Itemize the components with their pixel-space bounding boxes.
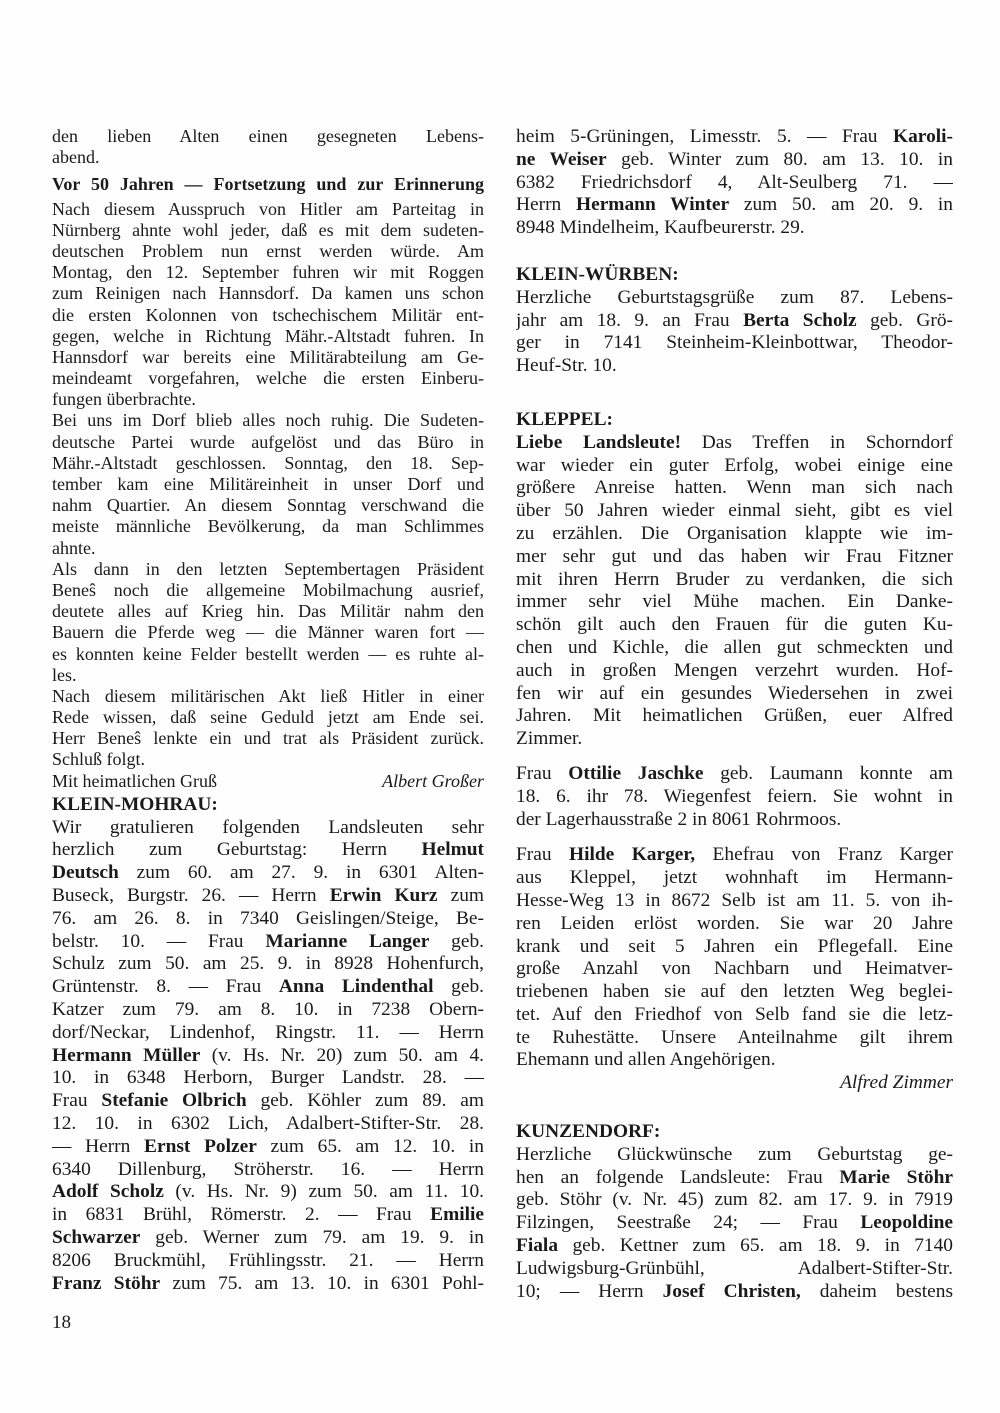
text-segment: Als dann in den letzten Septembertagen Präsident — [52, 558, 484, 579]
bold-text: Marie Stöhr — [839, 1166, 953, 1188]
text-line — [516, 728, 953, 751]
text-segment: geb. Köhler zum 89. am — [246, 1090, 484, 1112]
text-line — [52, 147, 484, 168]
text-line — [52, 559, 484, 580]
heading-block — [52, 794, 484, 817]
text-segment: in 6831 Brühl, Römerstr. 2. — Frau — [52, 1204, 431, 1226]
text-segment: meiste männliche Bevölkerung, da man Schlimmes — [52, 516, 484, 537]
text-line — [52, 368, 484, 389]
bold-text: KLEPPEL: — [516, 408, 613, 430]
text-line — [516, 1027, 953, 1050]
text-line — [516, 683, 953, 706]
text-segment: deutschen Problem nun ernst werden würde. Am — [52, 240, 484, 261]
text-segment: Montag, den 12. September fuhren wir mit Roggen — [52, 262, 484, 283]
text-segment: Frau — [516, 762, 569, 784]
text-segment: Schulz zum 50. am 25. 9. in 8928 Hohenfurch, — [52, 953, 484, 975]
author-name: Albert Großer — [382, 770, 484, 791]
text-segment: zum 65. am 12. 10. in — [256, 1135, 484, 1157]
text-segment: Nach diesem Ausspruch von Hitler am Parteitag in — [52, 198, 484, 219]
section-heading — [516, 264, 953, 287]
text-segment: Ehefrau von Franz Karger — [695, 844, 953, 866]
text-segment: aus Kleppel, jetzt wohnhaft im Hermann- — [516, 867, 953, 889]
text-segment: geb. Kettner zum 65. am 18. 9. in 7140 — [558, 1235, 953, 1257]
text-segment: Herr Beneŝ lenkte ein und trat als Präsident zurück. — [52, 728, 484, 749]
text-line — [52, 516, 484, 537]
text-line — [516, 786, 953, 809]
section-heading — [516, 409, 953, 432]
bold-text: Helmut — [421, 839, 484, 861]
text-line — [52, 174, 484, 195]
bold-text: Berta Scholz — [743, 309, 857, 331]
text-line — [52, 1067, 484, 1090]
text-line — [516, 809, 953, 832]
text-line — [52, 707, 484, 728]
text-line — [516, 936, 953, 959]
text-line — [52, 1227, 484, 1250]
bold-text: KUNZENDORF: — [516, 1121, 661, 1143]
text-segment: Filzingen, Seestraße 24; — Frau — [516, 1212, 861, 1234]
text-segment: Nach diesem militärischen Akt ließ Hitler in einer — [52, 685, 484, 706]
text-segment: jahr am 18. 9. an Frau — [516, 309, 744, 331]
text-line — [52, 1204, 484, 1227]
text-line — [516, 763, 953, 786]
signature-line — [516, 1072, 953, 1095]
text-segment: dorf/Neckar, Lindenhof, Ringstr. 11. — Herrn — [52, 1021, 484, 1043]
text-line — [516, 172, 953, 195]
text-line — [52, 817, 484, 840]
bold-text: Marianne Langer — [265, 930, 430, 952]
bold-text: Leopoldine — [860, 1212, 953, 1234]
bold-text: ne Weiser — [516, 148, 607, 170]
text-segment: schön gilt auch den Frauen für die guten Ku- — [516, 614, 953, 636]
text-block — [52, 686, 484, 771]
section-heading — [52, 794, 484, 817]
text-segment: herzlich zum Geburtstag: Herrn — [52, 839, 422, 861]
text-line — [516, 890, 953, 913]
signature-block — [52, 771, 484, 792]
text-block — [52, 559, 484, 686]
text-segment: über 50 Jahren wieder einmal sieht, gibt es viel — [516, 500, 953, 522]
text-line — [52, 622, 484, 643]
text-segment: der Lagerhausstraße 2 in 8061 Rohrmoos. — [516, 808, 842, 830]
text-line — [52, 410, 484, 431]
text-line — [52, 862, 484, 885]
bold-text: Deutsch — [52, 862, 119, 884]
text-line — [52, 665, 484, 686]
bold-text: Fiala — [516, 1235, 559, 1257]
text-line — [52, 1136, 484, 1159]
bold-text: Adolf Scholz — [52, 1181, 164, 1203]
text-line — [516, 287, 953, 310]
text-segment: große Anzahl von Nachbarn und Heimatver- — [516, 958, 953, 980]
bold-text: Ottilie Jaschke — [568, 762, 704, 784]
text-block — [516, 763, 953, 831]
text-segment: auch in großen Mengen verzehrt wurden. Hof- — [516, 659, 953, 681]
text-segment: Frau — [516, 844, 570, 866]
bold-text: Josef Christen, — [662, 1280, 801, 1302]
text-segment: 8948 Mindelheim, Kaufbeurerstr. 29. — [516, 217, 805, 239]
bold-text: Hermann Winter — [576, 194, 730, 216]
text-line — [52, 283, 484, 304]
text-segment: Hannsdorf war bereits eine Militärabteilung am Ge- — [52, 346, 484, 367]
text-segment: te Ruhestätte. Unsere Anteilnahme gilt ihrem — [516, 1026, 953, 1048]
text-line — [52, 644, 484, 665]
bold-text: KLEIN-WÜRBEN: — [516, 263, 679, 285]
bold-text: Franz Stöhr — [52, 1272, 161, 1294]
text-segment: Das Treffen in Schorndorf — [681, 431, 953, 453]
text-segment: deutete alles auf Krieg hin. Das Militär nahm den — [52, 601, 484, 622]
text-line — [52, 1113, 484, 1136]
text-line — [516, 546, 953, 569]
signature-text: Mit heimatlichen Gruß — [52, 770, 217, 791]
text-line — [52, 1250, 484, 1273]
text-segment: Zimmer. — [516, 728, 583, 750]
text-line — [52, 495, 484, 516]
text-line — [516, 1189, 953, 1212]
bold-text: Vor 50 Jahren — Fortsetzung und zur Erinnerung — [52, 174, 484, 195]
text-segment: war wieder ein guter Erfolg, wobei einige eine — [516, 454, 953, 476]
text-line — [516, 500, 953, 523]
text-segment: ren Leiden erlöst worden. Sie war 20 Jahre — [516, 912, 953, 934]
text-block — [516, 432, 953, 751]
section-heading — [516, 1121, 953, 1144]
text-block — [52, 126, 484, 168]
text-line — [516, 217, 953, 240]
text-line — [52, 686, 484, 707]
text-segment: geb. Winter zum 80. am 13. 10. in — [606, 148, 953, 170]
text-line — [52, 538, 484, 559]
text-line — [52, 976, 484, 999]
heading-block — [516, 1121, 953, 1144]
text-segment: Hesse-Weg 13 in 8672 Selb ist am 11. 5. von ih- — [516, 889, 953, 911]
text-line — [52, 241, 484, 262]
bold-text: Liebe Landsleute! — [516, 431, 682, 453]
heading-block — [516, 264, 953, 287]
text-segment: 8206 Bruckmühl, Frühlingsstr. 21. — Herrn — [52, 1249, 484, 1271]
text-segment: zum 60. am 27. 9. in 6301 Alten- — [118, 862, 484, 884]
text-segment: Rede wissen, daß seine Geduld jetzt am Ende sei. — [52, 707, 484, 728]
page-number: 18 — [52, 1312, 71, 1333]
text-segment: geb. Grö- — [856, 309, 953, 331]
signature-block — [516, 1072, 953, 1095]
bold-text: Anna Lindenthal — [278, 976, 434, 998]
text-segment: heim 5-Grüningen, Limesstr. 5. — Frau — [516, 126, 894, 147]
text-segment: fen wir auf ein gesundes Wiedersehen in zwei — [516, 682, 953, 704]
text-line — [52, 1090, 484, 1113]
text-segment: meindeamt vorgefahren, welche die ersten Einberu- — [52, 368, 484, 389]
text-line — [516, 1049, 953, 1072]
text-segment: 12. 10. in 6302 Lich, Adalbert-Stifter-Str. 28. — [52, 1112, 484, 1134]
text-segment: 6340 Dillenburg, Ströherstr. 16. — Herrn — [52, 1158, 484, 1180]
text-segment: 6382 Friedrichsdorf 4, Alt-Seulberg 71. — — [516, 171, 953, 193]
text-line — [52, 347, 484, 368]
text-block — [516, 126, 953, 240]
text-segment: zum — [437, 885, 484, 906]
text-line — [52, 389, 484, 410]
text-line — [516, 1167, 953, 1190]
text-line — [52, 126, 484, 147]
text-line — [52, 199, 484, 220]
bold-text: Erwin Kurz — [329, 885, 438, 906]
text-segment: 18. 6. ihr 78. Wiegenfest feiern. Sie wohnt in — [516, 785, 953, 807]
text-segment: geb. Stöhr (v. Nr. 45) zum 82. am 17. 9. in 7919 — [516, 1189, 953, 1211]
text-line — [52, 474, 484, 495]
text-segment: Grüntenstr. 8. — Frau — [52, 976, 279, 998]
text-segment: immer sehr viel Mühe machen. Ein Danke- — [516, 591, 953, 613]
text-line — [516, 844, 953, 867]
text-line — [52, 1022, 484, 1045]
text-line — [516, 1144, 953, 1167]
text-segment: Herzliche Glückwünsche zum Geburtstag ge- — [516, 1143, 953, 1165]
text-segment: (v. Hs. Nr. 9) zum 50. am 11. 10. — [163, 1181, 484, 1203]
text-line — [516, 1004, 953, 1027]
text-segment: Bauern die Pferde weg — die Männer waren fort — — [52, 622, 484, 643]
text-line — [516, 355, 953, 378]
text-segment: geb. — [429, 930, 484, 952]
heading-block — [516, 409, 953, 432]
text-line — [516, 1258, 953, 1281]
text-line — [52, 1159, 484, 1182]
text-segment: zum 50. am 20. 9. in — [729, 194, 953, 216]
text-segment: Wir gratulieren folgenden Landsleuten sehr — [52, 816, 484, 838]
column-right — [516, 126, 953, 1303]
text-segment: Ehemann und allen Angehörigen. — [516, 1049, 776, 1071]
text-segment: Jahren. Mit heimatlichen Grüßen, euer Alfred — [516, 705, 953, 727]
text-line — [516, 432, 953, 455]
text-segment: — Herrn — [52, 1135, 145, 1157]
text-line — [52, 931, 484, 954]
text-segment: (v. Hs. Nr. 20) zum 50. am 4. — [200, 1044, 484, 1066]
text-segment: zu erzählen. Die Organisation klappte wie im- — [516, 522, 953, 544]
text-line — [52, 580, 484, 601]
text-block — [52, 817, 484, 1296]
text-line — [52, 908, 484, 931]
bold-text: Hermann Müller — [52, 1044, 201, 1066]
text-segment: deutsche Partei wurde aufgelöst und das Büro in — [52, 431, 484, 452]
text-segment: tember kam eine Militäreinheit in unser Dorf und — [52, 474, 484, 494]
text-segment: den lieben Alten einen gesegneten Lebens- — [52, 126, 484, 146]
text-segment: geb. Laumann konnte am — [703, 762, 953, 784]
bold-text: Emilie — [430, 1204, 484, 1226]
text-line — [52, 453, 484, 474]
text-line — [52, 1181, 484, 1204]
text-line — [52, 326, 484, 347]
bold-text: Schwarzer — [52, 1226, 141, 1248]
text-segment: Buseck, Burgstr. 26. — Herrn — [52, 885, 330, 906]
text-block — [52, 174, 484, 195]
bold-text: Stefanie Olbrich — [101, 1090, 247, 1112]
text-line — [516, 1235, 953, 1258]
text-segment: ger in 7141 Steinheim-Kleinbottwar, Theodor- — [516, 332, 953, 354]
text-line — [516, 958, 953, 981]
text-segment: tet. Auf den Friedhof von Selb fand sie die letz- — [516, 1003, 953, 1025]
text-segment: 76. am 26. 8. in 7340 Geislingen/Steige, Be- — [52, 907, 484, 929]
text-line — [516, 523, 953, 546]
text-line — [516, 614, 953, 637]
text-segment: es konnten keine Felder bestellt werden — es ruhte al- — [52, 643, 484, 664]
text-segment: 10. in 6348 Herborn, Burger Landstr. 28. — — [52, 1067, 484, 1089]
text-block — [52, 199, 484, 411]
text-line — [52, 262, 484, 283]
text-segment: die ersten Kolonnen von tschechischem Militär ent- — [52, 304, 484, 325]
text-segment: nahm Quartier. An diesem Sonntag verschwand die — [52, 495, 484, 516]
text-line — [52, 220, 484, 241]
text-segment: hen an folgende Landsleute: Frau — [516, 1166, 840, 1188]
text-segment: 10; — Herrn — [516, 1280, 663, 1302]
text-segment: Ludwigsburg-Grünbühl, Adalbert-Stifter-Str. — [516, 1257, 953, 1279]
text-line — [516, 637, 953, 660]
text-line — [516, 867, 953, 890]
text-line — [516, 126, 953, 149]
text-segment: geb. Werner zum 79. am 19. 9. in — [140, 1226, 484, 1248]
text-segment: Mähr.-Altstadt geschlossen. Sonntag, den 18. Sep- — [52, 452, 484, 473]
text-line — [52, 885, 484, 908]
text-line — [516, 149, 953, 172]
text-segment: Katzer zum 79. am 8. 10. in 7238 Obern- — [52, 998, 484, 1020]
text-segment: krank und seit 5 Jahren ein Pflegefall. Eine — [516, 935, 953, 957]
text-segment: größere Anreise hatten. Wenn man sich nach — [516, 477, 953, 499]
text-line — [52, 1045, 484, 1068]
bold-text: KLEIN-MOHRAU: — [52, 793, 218, 815]
text-segment: mer sehr gut und das haben wir Frau Fitzner — [516, 545, 953, 567]
text-line — [52, 305, 484, 326]
signature-line — [52, 771, 484, 792]
text-line — [52, 999, 484, 1022]
text-line — [516, 660, 953, 683]
text-line — [516, 913, 953, 936]
text-line — [52, 432, 484, 453]
text-segment: geb. — [433, 976, 484, 998]
text-segment: belstr. 10. — Frau — [52, 930, 266, 952]
text-block — [516, 1144, 953, 1304]
text-line — [516, 455, 953, 478]
text-line — [52, 601, 484, 622]
text-segment: mit ihren Herrn Bruder zu verdanken, die sich — [516, 568, 953, 590]
text-line — [516, 1281, 953, 1304]
text-line — [516, 705, 953, 728]
text-segment: les. — [52, 664, 77, 685]
text-segment: zum 75. am 13. 10. in 6301 Pohl- — [160, 1272, 484, 1294]
text-segment: Herzliche Geburtstagsgrüße zum 87. Lebens- — [516, 286, 953, 308]
text-segment: Bei uns im Dorf blieb alles noch ruhig. Die Sudeten- — [52, 410, 484, 431]
text-segment: Heuf-Str. 10. — [516, 355, 617, 377]
text-segment: chen und Kichle, die allen gut schmeckten und — [516, 636, 953, 658]
text-segment: abend. — [52, 147, 100, 168]
text-block — [516, 844, 953, 1072]
text-line — [52, 839, 484, 862]
text-segment: fungen überbrachte. — [52, 389, 196, 410]
author-name: Alfred Zimmer — [840, 1072, 953, 1094]
text-line — [516, 569, 953, 592]
text-line — [516, 1212, 953, 1235]
text-segment: zum Reinigen nach Hannsdorf. Da kamen uns schon — [52, 283, 484, 304]
text-segment: gegen, welche in Richtung Mähr.-Altstadt fuhren. In — [52, 325, 484, 346]
text-segment: daheim bestens — [800, 1280, 953, 1302]
column-left — [52, 126, 484, 1295]
bold-text: Hilde Karger, — [569, 844, 696, 866]
bold-text: Karoli- — [893, 126, 953, 147]
text-line — [52, 1273, 484, 1296]
text-line — [516, 332, 953, 355]
text-segment: Schluß folgt. — [52, 749, 145, 770]
text-block — [52, 410, 484, 558]
text-segment: triebenen haben sie auf den letzten Weg beglei- — [516, 981, 953, 1003]
text-line — [52, 749, 484, 770]
text-line — [516, 477, 953, 500]
text-segment: Herrn — [516, 194, 577, 216]
text-segment: Nürnberg ahnte wohl jeder, daß es mit dem sudeten- — [52, 219, 484, 240]
text-line — [516, 981, 953, 1004]
text-line — [516, 194, 953, 217]
text-line — [516, 310, 953, 333]
bold-text: Ernst Polzer — [144, 1135, 257, 1157]
text-line — [52, 728, 484, 749]
text-line — [516, 591, 953, 614]
text-segment: ahnte. — [52, 537, 96, 558]
text-line — [52, 953, 484, 976]
text-segment: Beneŝ noch die allgemeine Mobilmachung ausrief, — [52, 579, 484, 600]
text-block — [516, 287, 953, 378]
text-segment: Frau — [52, 1090, 102, 1112]
